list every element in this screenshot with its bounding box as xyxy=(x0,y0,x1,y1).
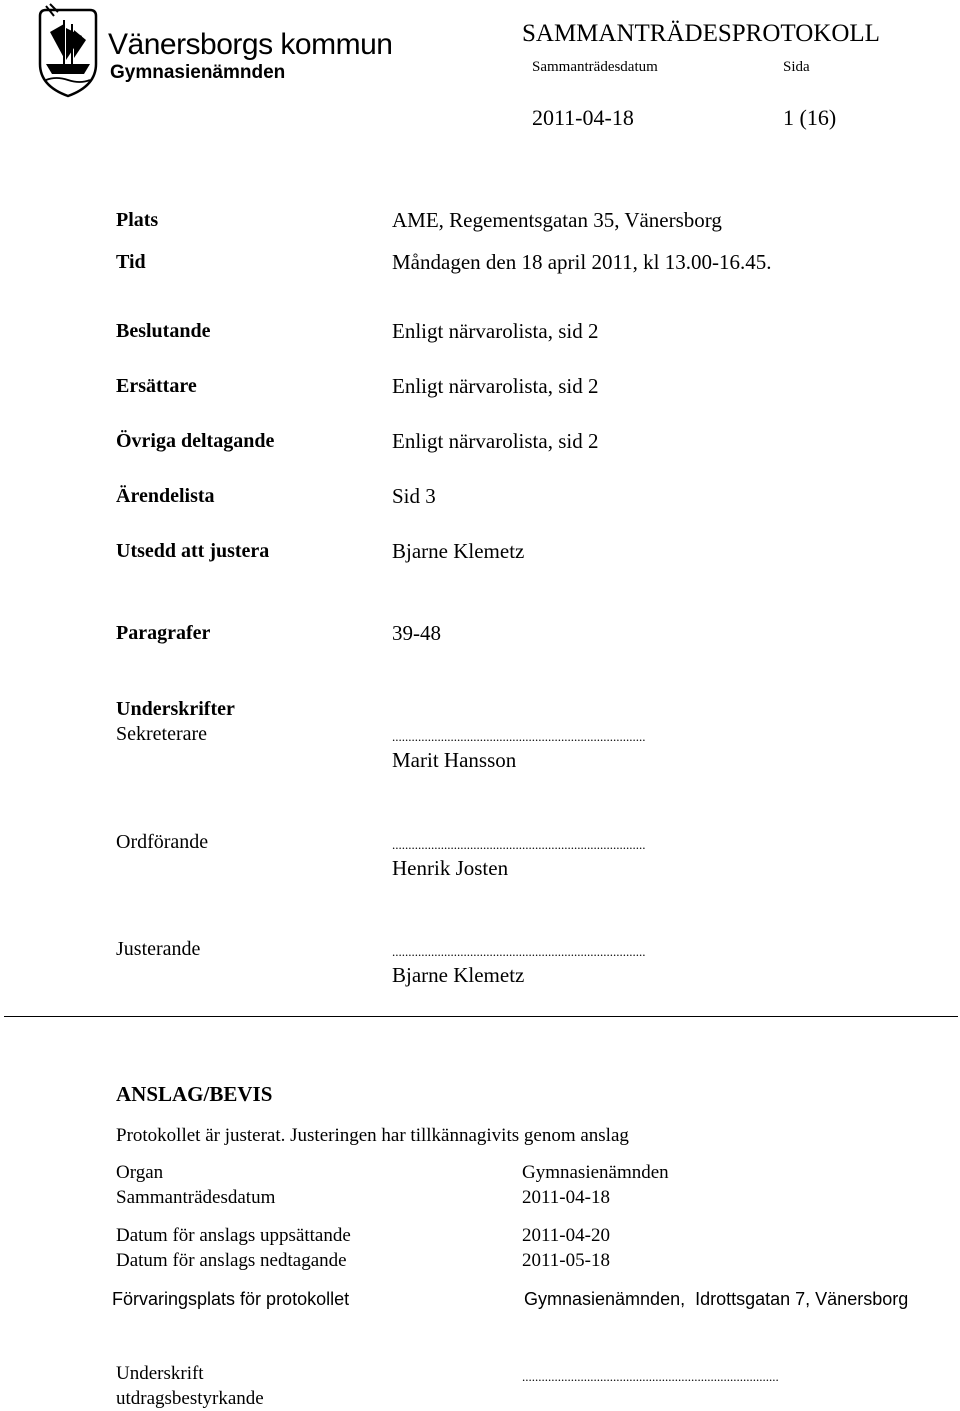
ersattare-value: Enligt närvarolista, sid 2 xyxy=(392,374,599,398)
committee-name: Gymnasienämnden xyxy=(110,62,286,83)
paragrafer-label: Paragrafer xyxy=(116,622,211,644)
ordforande-label: Ordförande xyxy=(116,831,209,853)
justerande-signature-line: .............................................................................. xyxy=(392,944,646,959)
anslag-nedtagande-value: 2011-05-18 xyxy=(522,1250,610,1271)
justerande-name: Bjarne Klemetz xyxy=(392,963,525,987)
underskrifter-heading: Underskrifter xyxy=(116,698,235,720)
sekreterare-signature-line: .............................................................................. xyxy=(392,729,646,744)
paragrafer-value: 39-48 xyxy=(392,621,441,645)
tid-label: Tid xyxy=(116,251,146,273)
sekreterare-name: Marit Hansson xyxy=(392,748,517,772)
meeting-date-label: Sammanträdesdatum xyxy=(532,59,658,75)
justerande-label: Justerande xyxy=(116,938,201,960)
tid-value: Måndagen den 18 april 2011, kl 13.00-16.45. xyxy=(392,250,772,274)
meeting-date: 2011-04-18 xyxy=(532,105,634,130)
ordforande-name: Henrik Josten xyxy=(392,856,509,880)
anslag-intro: Protokollet är justerat. Justeringen har tillkännagivits genom anslag xyxy=(116,1125,629,1146)
arendelista-value: Sid 3 xyxy=(392,484,436,508)
page-number: 1 (16) xyxy=(783,105,837,130)
document-type-title: SAMMANTRÄDESPROTOKOLL xyxy=(522,20,880,47)
underskrift-signature-line: ............................................................................... xyxy=(522,1369,779,1384)
sammantradesdatum-value: 2011-04-18 xyxy=(522,1187,610,1208)
plats-value: AME, Regementsgatan 35, Vänersborg xyxy=(392,208,722,232)
municipality-name: Vänersborgs kommun xyxy=(108,28,393,61)
sammantradesdatum-label: Sammanträdesdatum xyxy=(116,1187,276,1208)
sekreterare-label: Sekreterare xyxy=(116,723,208,745)
page-label: Sida xyxy=(783,59,810,75)
organ-value: Gymnasienämnden xyxy=(522,1162,669,1183)
ovriga-deltagande-value: Enligt närvarolista, sid 2 xyxy=(392,429,599,453)
anslag-uppsattande-value: 2011-04-20 xyxy=(522,1225,610,1246)
utsedd-att-justera-value: Bjarne Klemetz xyxy=(392,539,525,563)
forvaringsplats-value: Gymnasienämnden, Idrottsgatan 7, Vänersborg xyxy=(524,1289,909,1309)
arendelista-label: Ärendelista xyxy=(116,485,215,507)
ovriga-deltagande-label: Övriga deltagande xyxy=(116,430,275,452)
section-divider xyxy=(4,1016,958,1017)
municipal-coat-of-arms-icon xyxy=(36,2,100,98)
beslutande-value: Enligt närvarolista, sid 2 xyxy=(392,319,599,343)
plats-label: Plats xyxy=(116,209,159,231)
organ-label: Organ xyxy=(116,1162,164,1183)
utsedd-att-justera-label: Utsedd att justera xyxy=(116,540,270,562)
ersattare-label: Ersättare xyxy=(116,375,197,397)
anslag-uppsattande-label: Datum för anslags uppsättande xyxy=(116,1225,351,1246)
anslag-bevis-heading: ANSLAG/BEVIS xyxy=(116,1082,273,1106)
utdragsbestyrkande-label: utdragsbestyrkande xyxy=(116,1388,264,1409)
forvaringsplats-label: Förvaringsplats för protokollet xyxy=(112,1289,350,1309)
ordforande-signature-line: .............................................................................. xyxy=(392,837,646,852)
anslag-nedtagande-label: Datum för anslags nedtagande xyxy=(116,1250,347,1271)
underskrift-label: Underskrift xyxy=(116,1363,204,1384)
beslutande-label: Beslutande xyxy=(116,320,211,342)
